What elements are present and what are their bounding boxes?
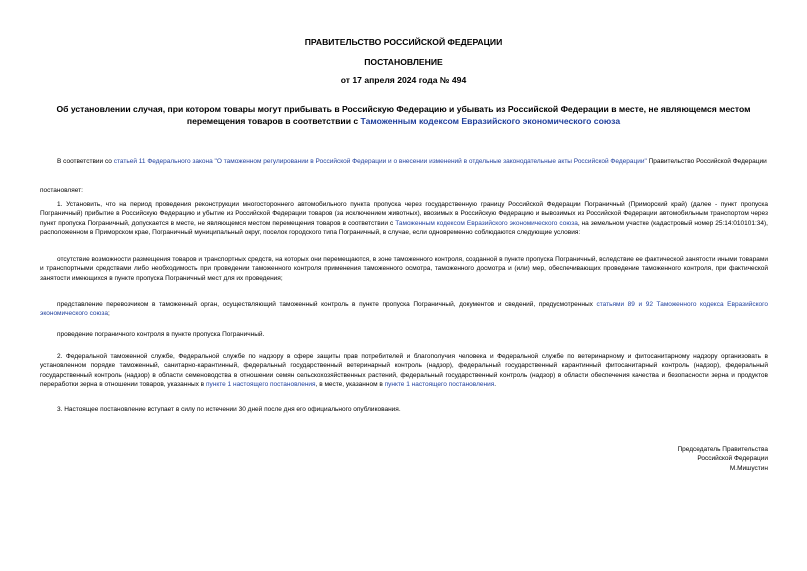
item-1-paragraph bbox=[40, 200, 768, 237]
date-and-number: от 17 апреля 2024 года № 494 bbox=[340, 75, 467, 85]
cond2-before: представление перевозчиком в таможенный орган, осуществляющий таможенный контроль в пункте пропуска Пограничный, документов и сведений, предусмотренных bbox=[57, 301, 597, 308]
signature-block bbox=[568, 445, 768, 473]
signature-position: Председатель Правительства bbox=[677, 446, 768, 453]
preamble-after: Правительство Российской Федерации bbox=[646, 158, 767, 165]
item1-customs-code-link[interactable]: Таможенным кодексом Евразийского экономического союза bbox=[395, 219, 578, 227]
item2-after: . bbox=[494, 380, 497, 388]
item2-link-1[interactable]: пункте 1 настоящего постановления bbox=[205, 380, 316, 388]
item1-before: 1. Установить, что на период проведения реконструкции многостороннего автомобильного пункта пропуска через государственную границу Российской Федерации Пограничный (Приморский край) (далее - пункт пропуска Пограничный) прибытие в Российскую Федерацию и убытие из Российской Федерации товаров (за исключением животных), ввозимых в Российскую Федерацию и вывозимых из Российской Федерации автомобильным транспортом через пункт пропуска Пограничный, допускается в месте, не являющемся местом перемещения товаров в соответствии с bbox=[40, 201, 768, 227]
item-2-paragraph bbox=[40, 352, 768, 389]
condition-1-paragraph: отсутствие возможности размещения товаров и транспортных средств, на которых они перемещаются, в зоне таможенного контроля, созданной в пункте пропуска Пограничный, вследствие ее фактической занятости иными товарами и транспортными средствами либо необходимость при проведении таможенного контроля применения таможенного осмотра, таможенного досмотра и (или) мер, обеспечивающих проведение таможенного контроля, при фактической занятости имеющихся в пункте пропуска Пограничный мест для их проведения; bbox=[40, 256, 768, 282]
item1-after: , на земельном участке (кадастровый номер 25:14:010101:34), расположенном в Приморском крае, Пограничный муниципальный округ, поселок городского типа Пограничный, в случае, если одновременно соблюдаются следующие условия: bbox=[40, 219, 768, 236]
title-text: Об установлении случая, при котором товары могут прибывать в Российскую Федерацию и убывать из Российской Федерации в месте, не являющемся местом перемещения товаров в соответствии с bbox=[56, 104, 751, 126]
document-title bbox=[40, 103, 767, 127]
title-customs-code-link[interactable]: Таможенным кодексом Евразийского экономического союза bbox=[360, 116, 621, 126]
item2-link-2[interactable]: пункте 1 настоящего постановления bbox=[384, 380, 495, 388]
articles-89-92-link[interactable]: статьями 89 и 92 Таможенного кодекса Евразийского экономического союза bbox=[40, 301, 768, 318]
federal-law-link[interactable]: статьей 11 Федерального закона "О таможенном регулировании в Российской Федерации и о внесении изменений в отдельные законодательные акты Российской Федерации" bbox=[113, 158, 647, 165]
preamble-before: В соответствии со bbox=[57, 158, 114, 165]
postanovlyaet-paragraph: постановляет: bbox=[40, 187, 83, 194]
document-type: ПОСТАНОВЛЕНИЕ bbox=[364, 57, 443, 67]
preamble-paragraph bbox=[40, 157, 768, 166]
cond2-after: ; bbox=[108, 310, 110, 318]
signature-organization: Российской Федерации bbox=[697, 455, 768, 463]
government-header: ПРАВИТЕЛЬСТВО РОССИЙСКОЙ ФЕДЕРАЦИИ bbox=[304, 37, 503, 47]
item2-middle: , в месте, указанном в bbox=[315, 380, 385, 388]
signature-name: М.Мишустин bbox=[729, 464, 768, 472]
item-3-paragraph: 3. Настоящее постановление вступает в силу по истечении 30 дней после дня его официального опубликования. bbox=[57, 406, 401, 413]
item2-before: 2. Федеральной таможенной службе, Федеральной службе по надзору в сфере защиты прав потребителей и благополучия человека и Федеральной службе по ветеринарному и фитосанитарному надзору организовать в установленном порядке таможенный, санитарно-карантинный, федеральный государственный ветеринарный контроль (надзор), федеральный государственный карантинный фитосанитарный контроль (надзор), федеральный государственный контроль (надзор) в области семеноводства в отношении семян сельскохозяйственных растений, федеральный государственный контроль (надзор) в области обеспечения качества и безопасности зерна и продуктов переработки зерна в отношении товаров, указанных в bbox=[40, 353, 768, 388]
condition-2-paragraph bbox=[40, 300, 768, 319]
condition-3-paragraph: проведение пограничного контроля в пункте пропуска Пограничный. bbox=[57, 331, 265, 338]
